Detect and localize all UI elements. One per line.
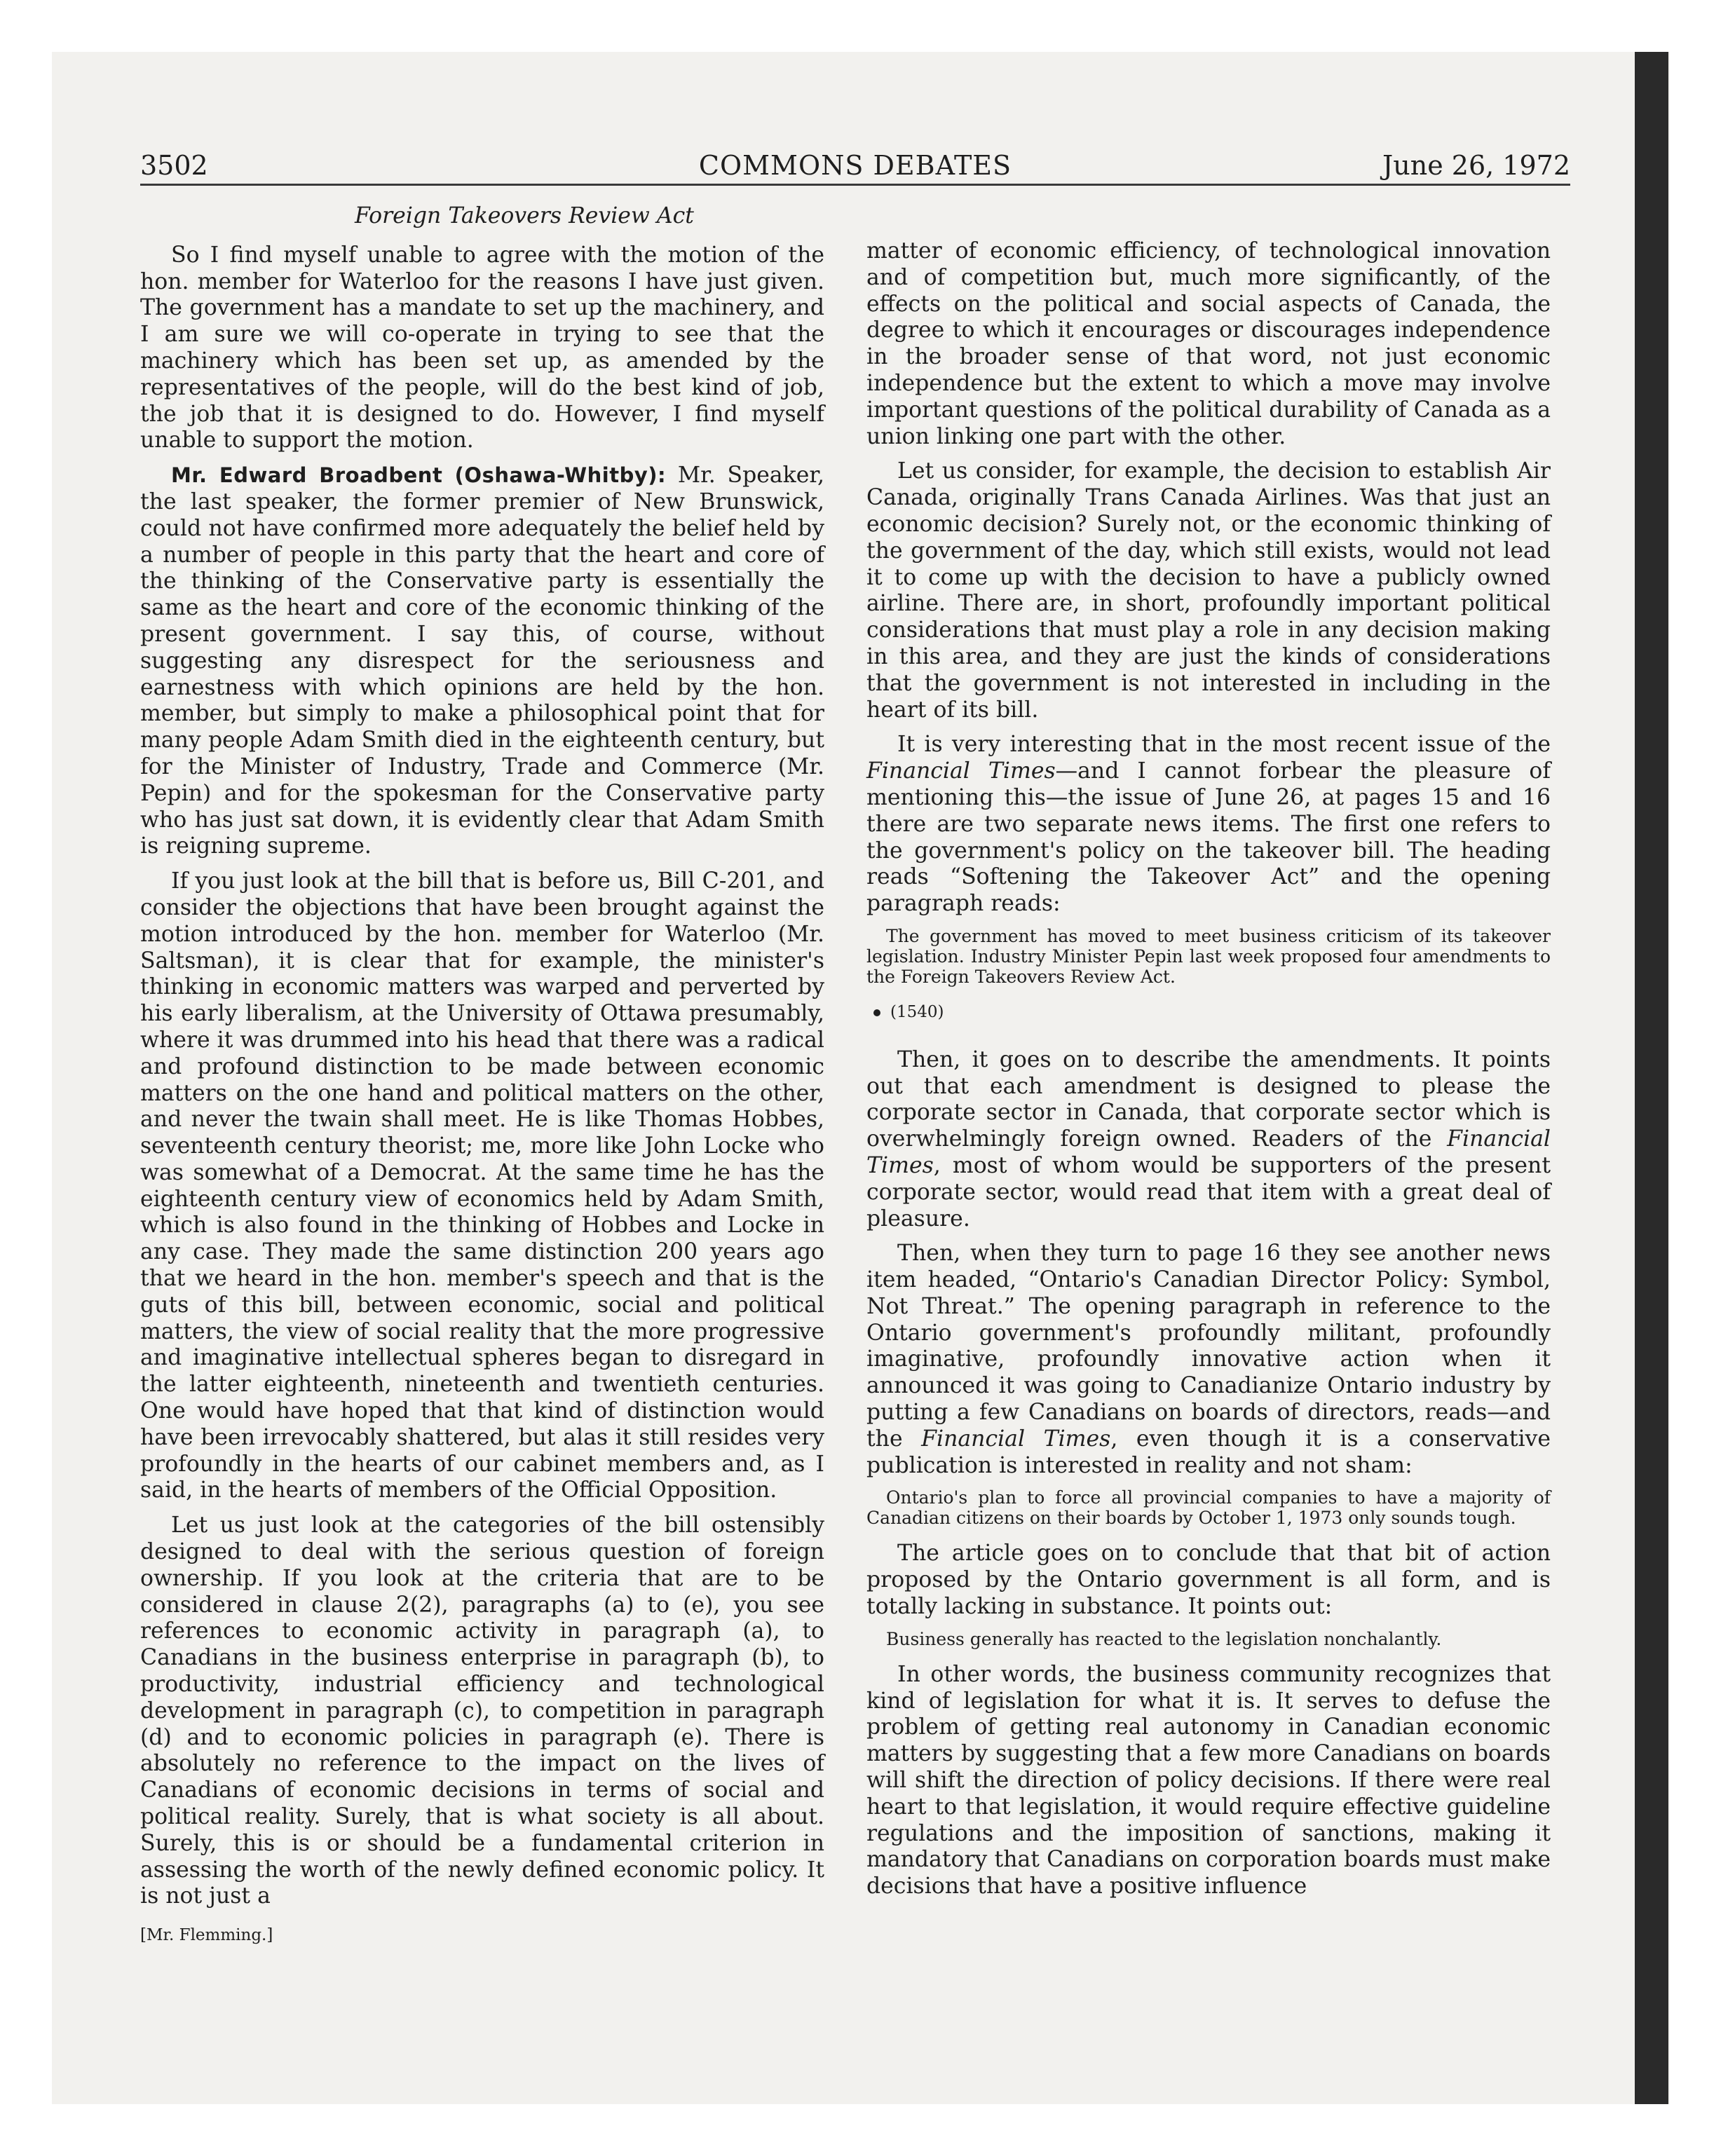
paragraph-text: Mr. Speaker, the last speaker, the former premier of New Brunswick, could not have confirmed more adequately the belief held by a number of people in this party that the heart and core of the thinking of the Conservative party is essentially the same as the heart and core of the economic thinking of the present government. I say this, of course, without suggesting any disrespect for the seriousness and earnestness with which opinions are held by the hon. member, but simply to make a philosophical point that for many people Adam Smith died in the eighteenth century, but for the Minister of Industry, Trade and Commerce (Mr. Pepin) and for the spokesman for the Conservative party who has just sat down, it is evidently clear that Adam Smith is reigning supreme. [140,463,824,859]
paragraph-text: —and I cannot forbear the pleasure of mentioning this—the issue of June 26, at pages 15 and 16 there are two separate news items. The first one refers to the government's policy on the takeover bill. The heading reads “Softening the Takeover Act” and the opening paragraph reads: [866,758,1551,917]
footnote: [Mr. Flemming.] [140,1926,273,1945]
running-head: Foreign Takeovers Review Act [355,203,694,228]
paragraph-text: Then, when they turn to page 16 they see another news item headed, “Ontario's Canadian Director Policy: Symbol, Not Threat.” The opening paragraph in reference to the Ontario government's profoundly militant, profoundly imaginative, profoundly innovative action when it announced it was going to Canadianize Ontario industry by putting a few Canadians on boards of directors, reads—and the [866,1241,1551,1452]
italic-title: Financial Times [866,758,1056,784]
italic-title: Financial Times [866,1126,1551,1178]
page-header [140,149,1570,186]
paragraph: In other words, the business community recognizes that kind of legislation for what it is. It serves to defuse the problem of getting real autonomy in Canadian economic matters by suggesting that a few more Canadians on boards will shift the direction of policy decisions. If there were real heart to that legislation, it would require effective guideline regulations and the imposition of sanctions, making it mandatory that Canadians on corporation boards must make decisions that have a positive influence [866,1661,1551,1899]
publication-title: COMMONS DEBATES [698,150,1012,181]
speaker-name: Mr. Edward Broadbent (Oshawa-Whitby): [171,463,667,488]
paragraph: The article goes on to conclude that that bit of action proposed by the Ontario government is all form, and is totally lacking in substance. It points out: [866,1541,1551,1620]
block-quote: Ontario's plan to force all provincial companies to have a majority of Canadian citizens on their boards by October 1, 1973 only sounds tough. [866,1487,1551,1529]
paragraph-text: , even though it is a conservative publication is interested in reality and not sham: [866,1426,1551,1478]
paragraph: Let us just look at the categories of the bill ostensibly designed to deal with the serious question of foreign ownership. If you look at the criteria that are to be considered in clause 2(2), paragraphs (a) to (e), you see references to economic activity in paragraph (a), to Canadians in the business enterprise in paragraph (b), to productivity, industrial efficiency and technological development in paragraph (c), to competition in paragraph (d) and to economic policies in paragraph (e). There is absolutely no reference to the impact on the lives of Canadians of economic decisions in terms of social and political reality. Surely, that is what society is all about. Surely, this is or should be a fundamental criterion in assessing the worth of the newly defined economic policy. It is not just a [140,1513,824,1909]
block-quote: Business generally has reacted to the legislation nonchalantly. [886,1628,1442,1649]
paragraph-text: It is very interesting that in the most recent issue of the [897,732,1551,758]
bullet-icon [873,1009,880,1016]
page-number: 3502 [140,150,208,181]
time-marker [873,999,1551,1026]
scan-border [1635,52,1668,2104]
paragraph [866,732,1551,917]
paragraph: Let us consider, for example, the decision to establish Air Canada, originally Trans Canada Airlines. Was that just an economic decision? Surely not, or the economic thinking of the government of the day, which still exists, would not lead it to come up with the decision to have a publicly owned airline. There are, in short, profoundly important political considerations that must play a role in any decision making in this area, and they are just the kinds of considerations that the government is not interested in including in the heart of its bill. [866,458,1551,723]
paragraph [140,463,824,860]
page-date: June 26, 1972 [1382,150,1570,181]
paragraph: So I find myself unable to agree with the motion of the hon. member for Waterloo for the reasons I have just given. The government has a mandate to set up the machinery, and I am sure we will co-operate in trying to see that the machinery which has been set up, as amended by the representatives of the people, will do the best kind of job, the job that it is designed to do. However, I find myself unable to support the motion. [140,242,824,453]
paragraph-text: , most of whom would be supporters of the present corporate sector, would read that item with a great deal of pleasure. [866,1152,1551,1231]
paragraph: matter of economic efficiency, of technological innovation and of competition but, much more significantly, of the effects on the political and social aspects of Canada, the degree to which it encourages or discourages independence in the broader sense of that word, not just economic independence but the extent to which a move may involve important questions of the political durability of Canada as a union linking one part with the other. [866,238,1551,449]
paragraph: If you just look at the bill that is before us, Bill C-201, and consider the objections that have been brought against the motion introduced by the hon. member for Waterloo (Mr. Saltsman), it is clear that for example, the minister's thinking in economic matters was warped and perverted by his early liberalism, at the University of Ottawa presumably, where it was drummed into his head that there was a radical and profound distinction to be made between economic matters on the one hand and political matters on the other, and never the twain shall meet. He is like Thomas Hobbes, seventeenth century theorist; me, more like John Locke who was somewhat of a Democrat. At the same time he has the eighteenth century view of economics held by Adam Smith, which is also found in the thinking of Hobbes and Locke in any case. They made the same distinction 200 years ago that we heard in the hon. member's speech and that is the guts of this bill, between economic, social and political matters, the view of social reality that the more progressive and imaginative intellectual spheres began to disregard in the latter eighteenth, nineteenth and twentieth centuries. One would have hoped that that kind of distinction would have been irrevocably shattered, but alas it still resides very profoundly in the hearts of our cabinet members and, as I said, in the hearts of members of the Official Opposition. [140,868,824,1503]
paragraph-text: Then, it goes on to describe the amendments. It points out that each amendment is designed to please the corporate sector in Canada, that corporate sector which is overwhelmingly foreign owned. Readers of the [866,1046,1551,1152]
block-quote: The government has moved to meet business criticism of its takeover legislation. Industry Minister Pepin last week proposed four amendments to the Foreign Takeovers Review Act. [866,925,1551,987]
right-column [866,238,1551,1909]
left-column [140,203,824,1949]
time-marker-text: (1540) [890,1002,944,1021]
italic-title: Financial Times [921,1426,1111,1452]
paragraph [866,1047,1551,1233]
paragraph [866,1241,1551,1479]
